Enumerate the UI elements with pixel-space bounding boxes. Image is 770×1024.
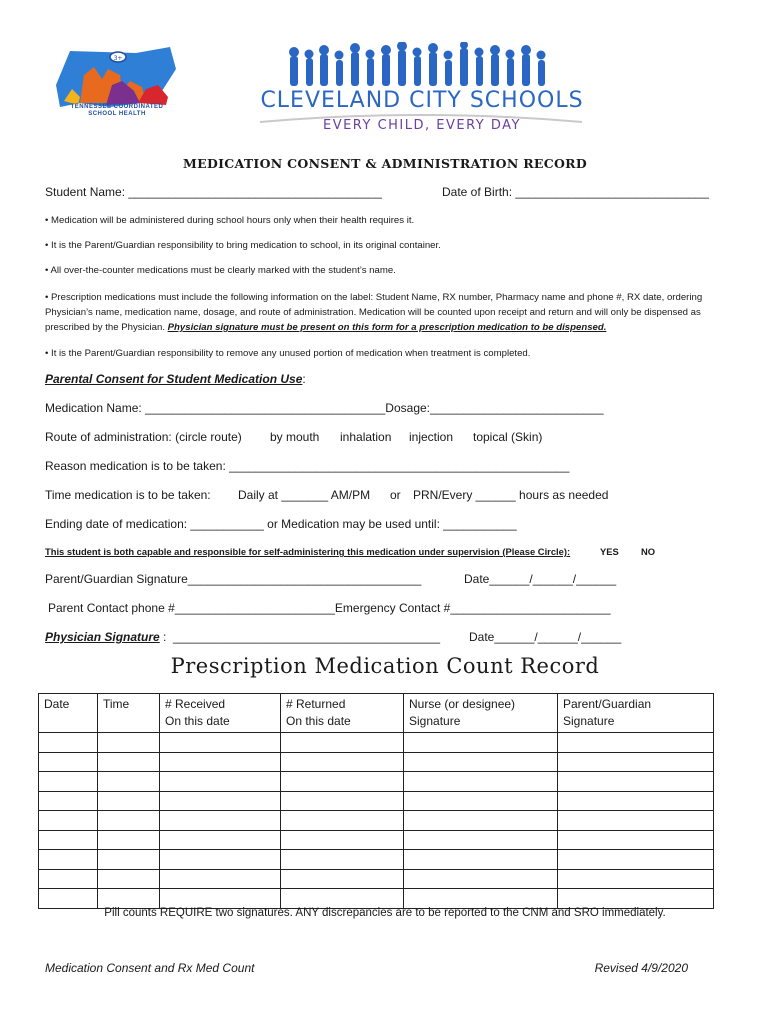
- table-row: [39, 869, 714, 889]
- table-cell[interactable]: [98, 889, 160, 909]
- column-header-time: [98, 694, 160, 733]
- table-cell[interactable]: [558, 752, 714, 772]
- physician-signature-label: Physician Signature: [45, 630, 160, 644]
- table-cell[interactable]: [404, 869, 558, 889]
- header-line-1: # Received: [165, 697, 226, 711]
- medication-name-dosage-field[interactable]: Medication Name: ____________________________________Dosage:__________________________: [45, 401, 604, 415]
- table-cell[interactable]: [558, 889, 714, 909]
- count-record-table: [38, 693, 714, 909]
- reason-field[interactable]: Reason medication is to be taken: ___________________________________________________: [45, 459, 570, 473]
- column-header-received: [160, 694, 281, 733]
- self-administer-yes[interactable]: YES: [600, 546, 619, 557]
- table-cell[interactable]: [281, 811, 404, 831]
- route-option-by-mouth[interactable]: by mouth: [270, 430, 320, 444]
- table-cell[interactable]: [281, 889, 404, 909]
- route-option-injection[interactable]: injection: [409, 430, 454, 444]
- table-cell[interactable]: [281, 869, 404, 889]
- table-cell[interactable]: [160, 850, 281, 870]
- physician-signature-field[interactable]: [45, 630, 440, 644]
- table-row: [39, 811, 714, 831]
- table-row: [39, 850, 714, 870]
- parent-signature-field[interactable]: Parent/Guardian Signature___________________________________: [45, 572, 422, 586]
- table-cell[interactable]: [558, 733, 714, 753]
- bullet-prescription-text: • Prescription medications must include the following information on the label: Student Name, RX number, Pharmacy name and phone #, RX date, ordering Physician’s name, medication name, dosage, and route of administration. Medication will be counted upon receipt and return and will only be dispensed as prescribed by the Physician.: [45, 292, 703, 333]
- parental-consent-heading: [45, 372, 306, 386]
- table-cell[interactable]: [98, 830, 160, 850]
- table-cell[interactable]: [160, 869, 281, 889]
- self-administer-no[interactable]: NO: [641, 546, 656, 557]
- header-line-2: On this date: [165, 714, 230, 728]
- table-cell[interactable]: [98, 733, 160, 753]
- table-cell[interactable]: [160, 830, 281, 850]
- header-line-1: Date: [44, 697, 70, 711]
- header-line-1: Parent/Guardian: [563, 697, 652, 711]
- table-cell[interactable]: [98, 791, 160, 811]
- school-tagline: EVERY CHILD, EVERY DAY: [322, 118, 521, 133]
- table-cell[interactable]: [281, 772, 404, 792]
- heading-colon: :: [302, 372, 306, 386]
- table-cell[interactable]: [281, 733, 404, 753]
- table-cell[interactable]: [281, 850, 404, 870]
- route-option-topical[interactable]: topical (Skin): [473, 430, 543, 444]
- table-cell[interactable]: [160, 811, 281, 831]
- count-record-title: Prescription Medication Count Record: [170, 654, 600, 678]
- ending-date-field[interactable]: Ending date of medication: ___________ or Medication may be used until: ___________: [45, 517, 517, 531]
- table-cell[interactable]: [404, 733, 558, 753]
- table-cell[interactable]: [39, 850, 98, 870]
- table-cell[interactable]: [39, 830, 98, 850]
- table-cell[interactable]: [404, 752, 558, 772]
- svg-text:3+: 3+: [113, 55, 123, 62]
- table-cell[interactable]: [558, 830, 714, 850]
- count-table-header-row: [39, 694, 714, 733]
- table-cell[interactable]: [404, 811, 558, 831]
- table-cell[interactable]: [39, 869, 98, 889]
- route-label: Route of administration: (circle route): [45, 430, 242, 444]
- column-header-nurse-signature: [404, 694, 558, 733]
- header-line-1: Nurse (or designee): [409, 697, 516, 711]
- bullet-remove-unused: • It is the Parent/Guardian responsibility to remove any unused portion of medication when treatment is completed.: [45, 348, 531, 359]
- header-line-2: On this date: [286, 714, 351, 728]
- footer-document-name: Medication Consent and Rx Med Count: [45, 961, 255, 975]
- table-cell[interactable]: [39, 889, 98, 909]
- header-line-1: # Returned: [286, 697, 346, 711]
- bullet-otc-marked: • All over-the-counter medications must be clearly marked with the student’s name.: [45, 265, 396, 276]
- table-cell[interactable]: [98, 752, 160, 772]
- table-cell[interactable]: [98, 850, 160, 870]
- table-cell[interactable]: [404, 791, 558, 811]
- table-cell[interactable]: [160, 889, 281, 909]
- footer-revision-date: Revised 4/9/2020: [594, 961, 688, 975]
- table-cell[interactable]: [160, 791, 281, 811]
- table-cell[interactable]: [160, 752, 281, 772]
- table-cell[interactable]: [160, 733, 281, 753]
- table-row: [39, 889, 714, 909]
- time-label: Time medication is to be taken:: [45, 488, 211, 502]
- table-cell[interactable]: [39, 811, 98, 831]
- time-daily-field[interactable]: Daily at _______ AM/PM: [238, 488, 371, 502]
- table-cell[interactable]: [39, 772, 98, 792]
- student-name-field[interactable]: Student Name: ______________________________________: [45, 185, 382, 199]
- contact-phone-field[interactable]: Parent Contact phone #________________________Emergency Contact #________________________: [48, 601, 611, 615]
- parent-signature-date-field[interactable]: Date______/______/______: [464, 572, 617, 586]
- table-cell[interactable]: [558, 791, 714, 811]
- logo-caption: TENNESSEE COORDINATED SCHOOL HEALTH: [70, 104, 164, 117]
- table-cell[interactable]: [404, 772, 558, 792]
- header-line-2: Signature: [409, 714, 461, 728]
- table-cell[interactable]: [404, 889, 558, 909]
- header-line-2: Signature: [563, 714, 615, 728]
- parental-consent-heading-text: Parental Consent for Student Medication Use: [45, 372, 303, 386]
- header-line-1: Time: [103, 697, 130, 711]
- table-row: [39, 791, 714, 811]
- table-row: [39, 752, 714, 772]
- count-table-body: [39, 733, 714, 909]
- table-row: [39, 830, 714, 850]
- table-cell[interactable]: [281, 830, 404, 850]
- bullet-school-hours: • Medication will be administered during school hours only when their health requires it.: [45, 215, 415, 226]
- table-cell[interactable]: [558, 811, 714, 831]
- physician-signature-line: : ________________________________________: [159, 630, 440, 644]
- route-option-inhalation[interactable]: inhalation: [340, 430, 392, 444]
- table-cell[interactable]: [558, 850, 714, 870]
- table-cell[interactable]: [558, 772, 714, 792]
- bullet-prescription-label: [45, 290, 735, 335]
- table-cell[interactable]: [98, 772, 160, 792]
- table-cell[interactable]: [39, 752, 98, 772]
- table-row: [39, 772, 714, 792]
- column-header-parent-signature: [558, 694, 714, 733]
- pill-count-footnote: Pill counts REQUIRE two signatures. ANY discrepancies are to be reported to the CNM and SRO immediately.: [104, 907, 666, 919]
- school-name: CLEVELAND CITY SCHOOLS: [260, 88, 584, 113]
- date-of-birth-field[interactable]: Date of Birth: _____________________________: [442, 185, 709, 199]
- table-cell[interactable]: [98, 869, 160, 889]
- time-prn-field[interactable]: PRN/Every ______ hours as needed: [413, 488, 609, 502]
- form-title: MEDICATION CONSENT & ADMINISTRATION RECORD: [183, 156, 587, 171]
- table-cell[interactable]: [39, 733, 98, 753]
- table-cell[interactable]: [98, 811, 160, 831]
- table-cell[interactable]: [281, 752, 404, 772]
- column-header-date: [39, 694, 98, 733]
- time-or: or: [390, 488, 401, 502]
- physician-signature-requirement: Physician signature must be present on this form for a prescription medication to be dispensed.: [167, 322, 607, 333]
- table-cell[interactable]: [281, 791, 404, 811]
- table-cell[interactable]: [160, 772, 281, 792]
- physician-signature-date-field[interactable]: Date______/______/______: [469, 630, 622, 644]
- table-cell[interactable]: [404, 850, 558, 870]
- table-cell[interactable]: [404, 830, 558, 850]
- self-administer-statement: This student is both capable and responsible for self-administering this medication under supervision (Please Circle):: [45, 546, 571, 557]
- table-cell[interactable]: [558, 869, 714, 889]
- table-row: [39, 733, 714, 753]
- table-cell[interactable]: [39, 791, 98, 811]
- column-header-returned: [281, 694, 404, 733]
- bullet-original-container: • It is the Parent/Guardian responsibility to bring medication to school, in its original container.: [45, 240, 441, 251]
